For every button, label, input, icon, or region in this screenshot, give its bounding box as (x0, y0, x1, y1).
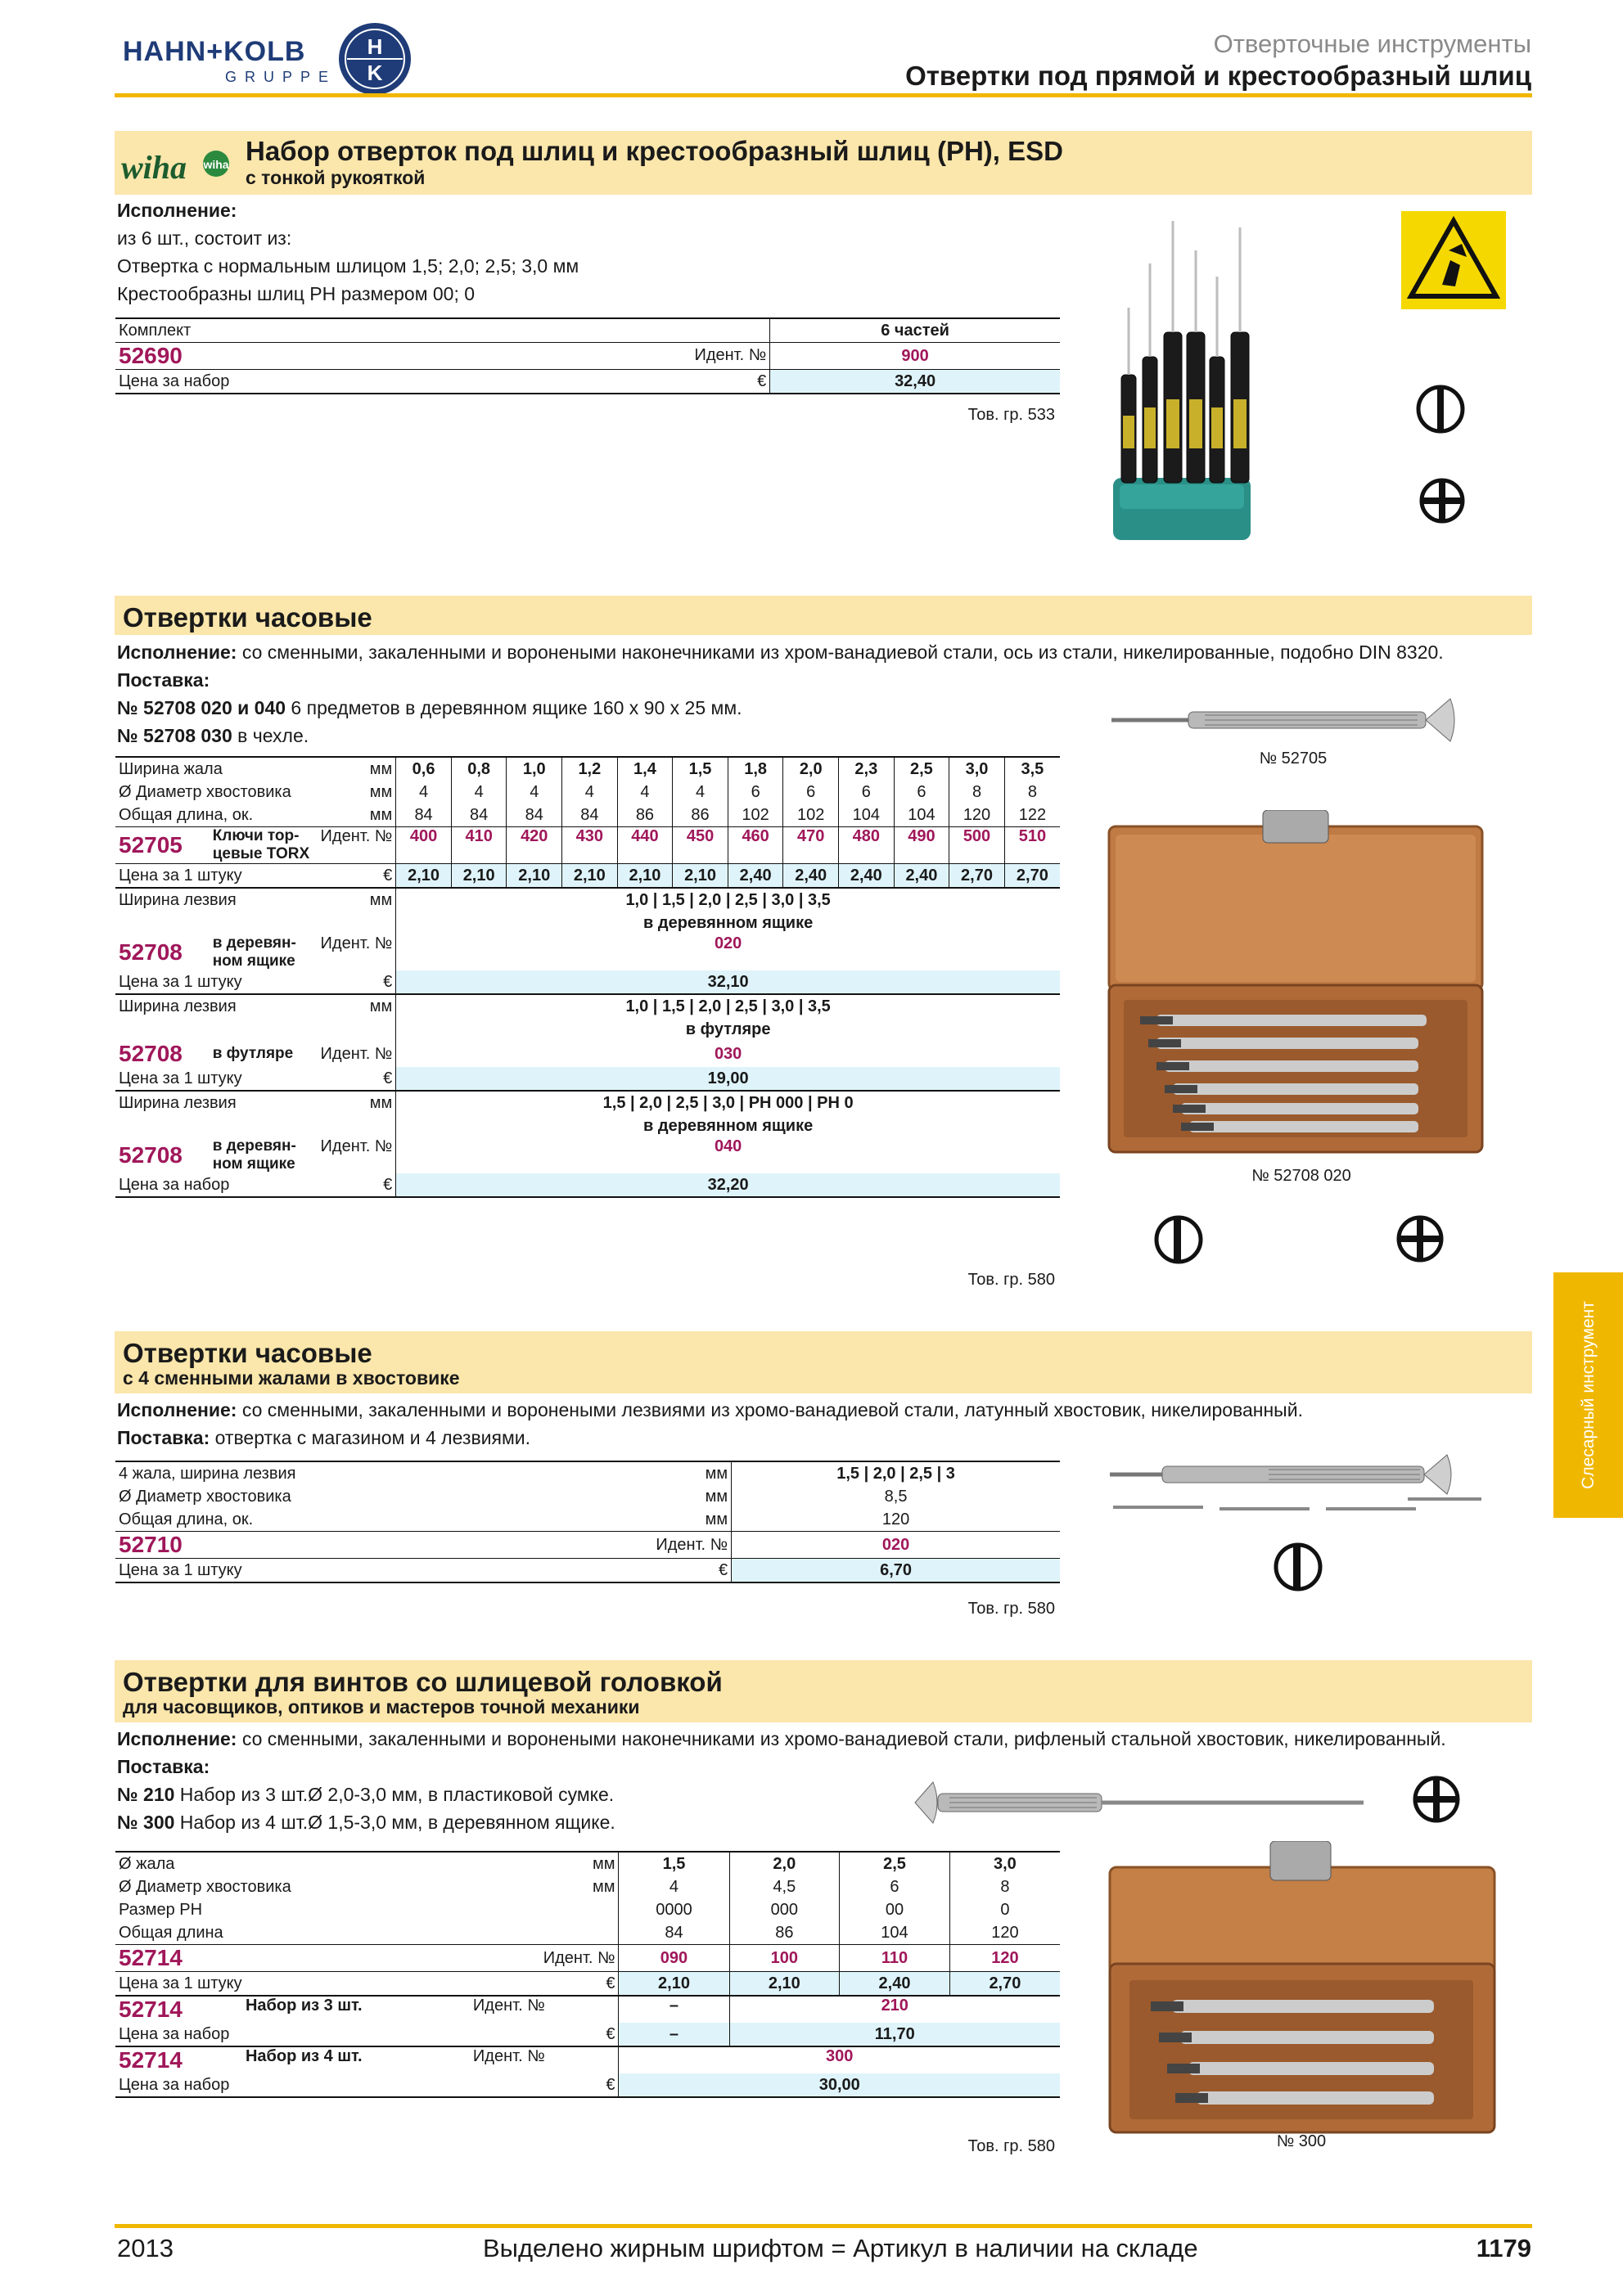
ident-number[interactable]: 900 (770, 343, 1060, 370)
ident-number[interactable]: 020 (732, 1532, 1060, 1559)
row-label: Ширина лезвия (119, 997, 237, 1015)
blade-width: 3,5 (1004, 757, 1060, 781)
total-length: 120 (732, 1508, 1060, 1532)
page-number: 1179 (1476, 2234, 1531, 2262)
shank-diameter: 4 (451, 781, 507, 804)
wooden-case-300-image (1107, 1841, 1499, 2136)
exec-text: со сменными, закаленными и воронеными наконечниками из хром-ванадиевой стали, ось из стали, никелированные, подобно DIN 8320. (237, 642, 1444, 663)
article-number[interactable]: 52708 (119, 939, 183, 965)
precision-screwdriver-image (908, 1774, 1367, 1831)
unit: мм (592, 1854, 615, 1873)
brand-logo-text: HAHN+KOLB (123, 36, 306, 67)
price-value: 2,10 (507, 864, 562, 889)
ident-number[interactable]: 410 (451, 827, 507, 864)
blade-width: 2,5 (894, 757, 949, 781)
ph-size: 0000 (619, 1898, 729, 1921)
total-length: 104 (894, 804, 949, 827)
price-value: 2,40 (894, 864, 949, 889)
price-value: 19,00 (396, 1067, 1060, 1091)
svg-text:H: H (367, 34, 383, 59)
unit: мм (705, 1464, 728, 1483)
price-value: 2,40 (840, 1972, 950, 1997)
section4-title: Отвертки для винтов со шлицевой головкой (123, 1667, 723, 1697)
section1-exec-label: Исполнение: (117, 200, 237, 221)
article-number[interactable]: 52708 (119, 1041, 183, 1066)
unit: мм (705, 1510, 728, 1528)
supply-number: № 52708 030 (117, 725, 232, 746)
shank-diameter: 6 (839, 781, 895, 804)
section4-supply-line (117, 1781, 614, 1808)
footer-rule (115, 2224, 1532, 2228)
exec-label: Исполнение: (117, 1399, 237, 1420)
shank-diameter: 6 (728, 781, 783, 804)
row-label: Ø Диаметр хвостовика (119, 782, 291, 801)
section3-title: Отвертки часовые (123, 1338, 372, 1368)
magazine-screwdriver-image (1105, 1450, 1498, 1524)
blade-widths: 1,5 | 2,0 | 2,5 | 3 (732, 1461, 1060, 1485)
esd-warning-icon (1401, 211, 1506, 309)
ident-number[interactable]: 400 (396, 827, 452, 864)
blade-width: 0,6 (396, 757, 452, 781)
unit: мм (369, 805, 393, 824)
price-value: 30,00 (619, 2073, 1060, 2097)
ident-number[interactable]: 470 (783, 827, 839, 864)
article-number[interactable]: 52714 (119, 2047, 183, 2073)
total-length: 86 (617, 804, 673, 827)
price-value: 2,40 (728, 864, 783, 889)
ident-number[interactable]: 210 (729, 1996, 1060, 2023)
total-length: 122 (1004, 804, 1060, 827)
price-label: Цена за набор (119, 1175, 230, 1194)
price-value: 2,40 (839, 864, 895, 889)
supply-number: № 300 (117, 1812, 175, 1833)
total-length: 86 (729, 1921, 840, 1945)
price-label: Цена за 1 штуку (119, 972, 242, 991)
table-label: Комплект (119, 321, 192, 340)
ident-number[interactable]: 460 (728, 827, 783, 864)
supply-number: № 52708 020 и 040 (117, 697, 286, 718)
svg-text:K: K (367, 61, 383, 85)
watch-screwdriver-image (1107, 687, 1483, 753)
supply-text: 6 предметов в деревянном ящике 160 x 90 x 25 мм. (286, 697, 742, 718)
dash: – (619, 1996, 729, 2023)
price-value: 2,10 (619, 1972, 729, 1997)
article-number[interactable]: 52708 (119, 1142, 183, 1168)
section1-line: Крестообразны шлиц PH размером 00; 0 (117, 283, 476, 304)
price-value: 2,10 (617, 864, 673, 889)
blade-widths: 1,0 | 1,5 | 2,0 | 2,5 | 3,0 | 3,5 (396, 994, 1060, 1018)
section4-banner (115, 1660, 1532, 1722)
total-length: 84 (619, 1921, 729, 1945)
blade-width: 2,0 (729, 1852, 840, 1875)
ident-label: Идент. № (694, 346, 767, 364)
shank-diameter: 6 (894, 781, 949, 804)
currency-symbol: € (383, 866, 393, 885)
row-label: 4 жала, ширина лезвия (119, 1464, 296, 1483)
section3-subtitle: с 4 сменными жалами в хвостовике (123, 1367, 460, 1389)
unit: мм (369, 759, 393, 778)
ph-size: 0 (949, 1898, 1060, 1921)
phillips-head-icon (1411, 1774, 1462, 1825)
total-length: 84 (507, 804, 562, 827)
section1-line: Отвертка с нормальным шлицом 1,5; 2,0; 2,5; 3,0 мм (117, 255, 579, 277)
ident-number[interactable]: 120 (949, 1945, 1060, 1972)
unit: мм (705, 1487, 728, 1506)
blade-width: 1,2 (562, 757, 618, 781)
set-desc: Набор из 3 шт. (245, 1997, 363, 2015)
exec-label: Исполнение: (117, 642, 237, 663)
side-tab[interactable] (1553, 1272, 1623, 1518)
dash: – (619, 2023, 729, 2046)
price-value: 2,10 (562, 864, 618, 889)
total-length: 84 (396, 804, 452, 827)
side-tab-label: Слесарный инструмент (1578, 1301, 1598, 1489)
ident-number[interactable]: 040 (396, 1137, 1060, 1173)
ident-number[interactable]: 420 (507, 827, 562, 864)
price-label: Цена за 1 штуку (119, 866, 242, 885)
section4-table (115, 1851, 1060, 2098)
supply-text: в чехле. (232, 725, 309, 746)
price-value: 2,70 (949, 864, 1005, 889)
blade-width: 2,3 (839, 757, 895, 781)
supply-label: Поставка: (117, 1427, 210, 1448)
price-value: 2,10 (396, 864, 452, 889)
currency-symbol: € (606, 1974, 615, 1992)
row-label: Ширина лезвия (119, 1093, 237, 1112)
article-desc: ном ящике (212, 1155, 295, 1173)
ident-number[interactable]: 430 (562, 827, 618, 864)
unit: мм (369, 890, 393, 909)
unit: мм (369, 782, 393, 801)
ident-number[interactable]: 490 (894, 827, 949, 864)
case-type: в футляре (396, 1018, 1060, 1041)
case-type: в деревянном ящике (396, 1114, 1060, 1137)
row-label: Ширина жала (119, 759, 223, 778)
blade-widths: 1,5 | 2,0 | 2,5 | 3,0 | PH 000 | PH 0 (396, 1091, 1060, 1114)
row-label: Общая длина, ок. (119, 1510, 254, 1528)
section4-subtitle: для часовщиков, оптиков и мастеров точной механики (123, 1696, 640, 1717)
price-value: 11,70 (729, 2023, 1060, 2046)
blade-width: 2,0 (783, 757, 839, 781)
exec-text: со сменными, закаленными и воронеными лезвиями из хромо-ванадиевой стали, латунный хвостовик, никелированный. (237, 1399, 1303, 1420)
section1-subtitle: с тонкой рукояткой (246, 167, 426, 188)
total-length: 120 (949, 1921, 1060, 1945)
shank-diameter: 8,5 (732, 1485, 1060, 1508)
ident-number[interactable]: 510 (1004, 827, 1060, 864)
price-value: 2,10 (729, 1972, 840, 1997)
price-value: 32,20 (396, 1173, 1060, 1197)
total-length: 104 (840, 1921, 950, 1945)
article-desc: в деревян- (212, 1137, 296, 1155)
ident-label: Идент. № (320, 827, 393, 845)
footer-note: Выделено жирным шрифтом = Артикул в наличии на складе (483, 2234, 1198, 2262)
brand-logo-subtext: GRUPPE (225, 69, 337, 85)
row-label: Общая длина (119, 1923, 223, 1942)
section4-product-group: Тов. гр. 580 (967, 2137, 1055, 2155)
price-label: Цена за набор (119, 2024, 230, 2043)
currency-symbol: € (718, 1560, 728, 1579)
section2-supply-label: Поставка: (117, 669, 210, 691)
ident-number[interactable]: 480 (839, 827, 895, 864)
blade-width: 3,0 (949, 1852, 1060, 1875)
shank-diameter: 4 (673, 781, 728, 804)
blade-width: 1,5 (619, 1852, 729, 1875)
ph-size: 00 (840, 1898, 950, 1921)
section2-product-group: Тов. гр. 580 (967, 1271, 1055, 1289)
blade-width: 2,5 (840, 1852, 950, 1875)
article-number[interactable]: 52710 (119, 1532, 183, 1557)
row-label: Размер PH (119, 1900, 203, 1919)
ident-number[interactable]: 100 (729, 1945, 840, 1972)
ident-number[interactable]: 300 (619, 2046, 1060, 2073)
price-value: 2,70 (1004, 864, 1060, 889)
section1-table (115, 317, 1060, 394)
price-value: 2,10 (451, 864, 507, 889)
total-length: 84 (451, 804, 507, 827)
image-caption: № 52708 020 (1251, 1167, 1351, 1185)
ident-label: Идент. № (472, 1997, 545, 2015)
section1-product-group: Тов. гр. 533 (967, 406, 1055, 424)
total-length: 102 (728, 804, 783, 827)
price-label: Цена за набор (119, 371, 230, 390)
slotted-head-icon (1414, 383, 1467, 435)
section2-banner (115, 596, 1532, 635)
price-label: Цена за 1 штуку (119, 1560, 242, 1579)
currency-symbol: € (606, 2024, 615, 2043)
image-caption: № 300 (1276, 2132, 1327, 2150)
row-label: Ø жала (119, 1854, 175, 1873)
article-desc: в деревян- (212, 934, 296, 952)
price-label: Цена за 1 штуку (119, 1974, 242, 1992)
ident-number[interactable]: 020 (396, 934, 1060, 970)
section2-title: Отвертки часовые (123, 602, 372, 633)
supply-text: отвертка с магазином и 4 лезвиями. (210, 1427, 531, 1448)
blade-width: 1,4 (617, 757, 673, 781)
shank-diameter: 4,5 (729, 1875, 840, 1898)
blade-widths: 1,0 | 1,5 | 2,0 | 2,5 | 3,0 | 3,5 (396, 888, 1060, 912)
header-rule (115, 93, 1532, 97)
ident-number[interactable]: 450 (673, 827, 728, 864)
footer-year: 2013 (117, 2234, 174, 2262)
currency-symbol: € (383, 1175, 393, 1194)
total-length: 102 (783, 804, 839, 827)
total-length: 104 (839, 804, 895, 827)
shank-diameter: 8 (949, 1875, 1060, 1898)
unit: мм (592, 1877, 615, 1896)
set-desc: Набор из 4 шт. (245, 2047, 363, 2065)
unit: мм (369, 997, 393, 1015)
wooden-case-image (1107, 810, 1484, 1155)
ident-label: Идент. № (320, 1137, 393, 1155)
section1-banner (115, 131, 1532, 195)
section2-execution (117, 638, 1444, 666)
total-length: 84 (562, 804, 618, 827)
article-number[interactable]: 52714 (119, 1997, 183, 2022)
exec-label: Исполнение: (117, 1728, 237, 1749)
blade-width: 1,0 (507, 757, 562, 781)
article-desc: цевые TORX (212, 845, 310, 862)
svg-text:wiha: wiha (203, 158, 229, 171)
section2-supply-line (117, 722, 309, 750)
shank-diameter: 4 (619, 1875, 729, 1898)
brand-badge-icon (337, 21, 413, 97)
row-label: Общая длина, ок. (119, 805, 254, 824)
section1-line: из 6 шт., состоит из: (117, 227, 292, 249)
header-category: Отверточные инструменты (1213, 29, 1531, 58)
ident-number[interactable]: 440 (617, 827, 673, 864)
article-number[interactable]: 52690 (119, 343, 183, 368)
price-label: Цена за набор (119, 2075, 230, 2094)
article-desc: ном ящике (212, 952, 295, 970)
blade-width: 0,8 (451, 757, 507, 781)
section3-supply (117, 1424, 530, 1452)
price-value: 32,10 (396, 970, 1060, 994)
total-length: 86 (673, 804, 728, 827)
header-subcategory: Отвертки под прямой и крестообразный шлиц (905, 61, 1531, 91)
section3-banner (115, 1331, 1532, 1393)
blade-width: 1,5 (673, 757, 728, 781)
image-caption: № 52705 (1259, 750, 1328, 768)
section4-supply-label: Поставка: (117, 1756, 210, 1777)
shank-diameter: 8 (949, 781, 1005, 804)
section3-product-group: Тов. гр. 580 (967, 1600, 1055, 1618)
shank-diameter: 6 (783, 781, 839, 804)
shank-diameter: 4 (507, 781, 562, 804)
price-value: 2,40 (783, 864, 839, 889)
phillips-head-icon (1395, 1213, 1445, 1264)
article-desc: Ключи тор- (212, 827, 300, 844)
ident-label: Идент. № (320, 1044, 393, 1063)
section2-supply-line (117, 694, 742, 722)
svg-text:wiha: wiha (121, 149, 187, 186)
blade-width: 1,8 (728, 757, 783, 781)
table-value: 6 частей (770, 318, 1060, 343)
price-label: Цена за 1 штуку (119, 1069, 242, 1087)
blade-width: 3,0 (949, 757, 1005, 781)
price-value: 2,10 (673, 864, 728, 889)
ident-number[interactable]: 110 (840, 1945, 950, 1972)
section1-title: Набор отверток под шлиц и крестообразный шлиц (PH), ESD (246, 136, 1063, 166)
row-label: Ширина лезвия (119, 890, 237, 909)
article-number[interactable]: 52714 (119, 1945, 183, 1970)
price-value: 2,70 (949, 1972, 1060, 1997)
case-type: в деревянном ящике (396, 912, 1060, 934)
esd-screwdriver-set-image (1105, 211, 1260, 565)
ident-number[interactable]: 090 (619, 1945, 729, 1972)
section4-supply-line (117, 1808, 615, 1836)
article-desc: в футляре (212, 1045, 294, 1062)
ident-label: Идент. № (472, 2047, 545, 2065)
wiha-logo (119, 144, 231, 187)
unit: мм (369, 1093, 393, 1112)
shank-diameter: 6 (840, 1875, 950, 1898)
supply-number: № 210 (117, 1784, 175, 1805)
currency-symbol: € (606, 2075, 615, 2094)
ident-number[interactable]: 500 (949, 827, 1005, 864)
row-label: Ø Диаметр хвостовика (119, 1877, 291, 1896)
currency-symbol: € (383, 1069, 393, 1087)
phillips-head-icon (1418, 476, 1467, 525)
total-length: 120 (949, 804, 1005, 827)
currency-symbol: € (757, 371, 767, 390)
section3-table (115, 1461, 1060, 1583)
currency-symbol: € (383, 972, 393, 991)
article-number[interactable]: 52705 (119, 832, 183, 858)
price-value: 32,40 (770, 370, 1060, 394)
ph-size: 000 (729, 1898, 840, 1921)
shank-diameter: 4 (617, 781, 673, 804)
slotted-head-icon (1152, 1213, 1205, 1266)
exec-text: со сменными, закаленными и воронеными наконечниками из хромо-ванадиевой стали, рифленый стальной хвостовик, никелированный. (237, 1728, 1446, 1749)
ident-label: Идент. № (543, 1948, 615, 1967)
price-value: 6,70 (732, 1559, 1060, 1583)
ident-label: Идент. № (320, 934, 393, 952)
row-label: Ø Диаметр хвостовика (119, 1487, 291, 1506)
section2-table (115, 756, 1060, 1198)
section3-execution (117, 1396, 1303, 1424)
supply-text: Набор из 3 шт.Ø 2,0-3,0 мм, в пластиковой сумке. (174, 1784, 615, 1805)
ident-number[interactable]: 030 (396, 1041, 1060, 1067)
ident-label: Идент. № (656, 1535, 728, 1554)
shank-diameter: 4 (396, 781, 452, 804)
shank-diameter: 4 (562, 781, 618, 804)
slotted-head-icon (1272, 1541, 1324, 1593)
shank-diameter: 8 (1004, 781, 1060, 804)
supply-text: Набор из 4 шт.Ø 1,5-3,0 мм, в деревянном ящике. (174, 1812, 615, 1833)
section4-execution (117, 1725, 1446, 1753)
